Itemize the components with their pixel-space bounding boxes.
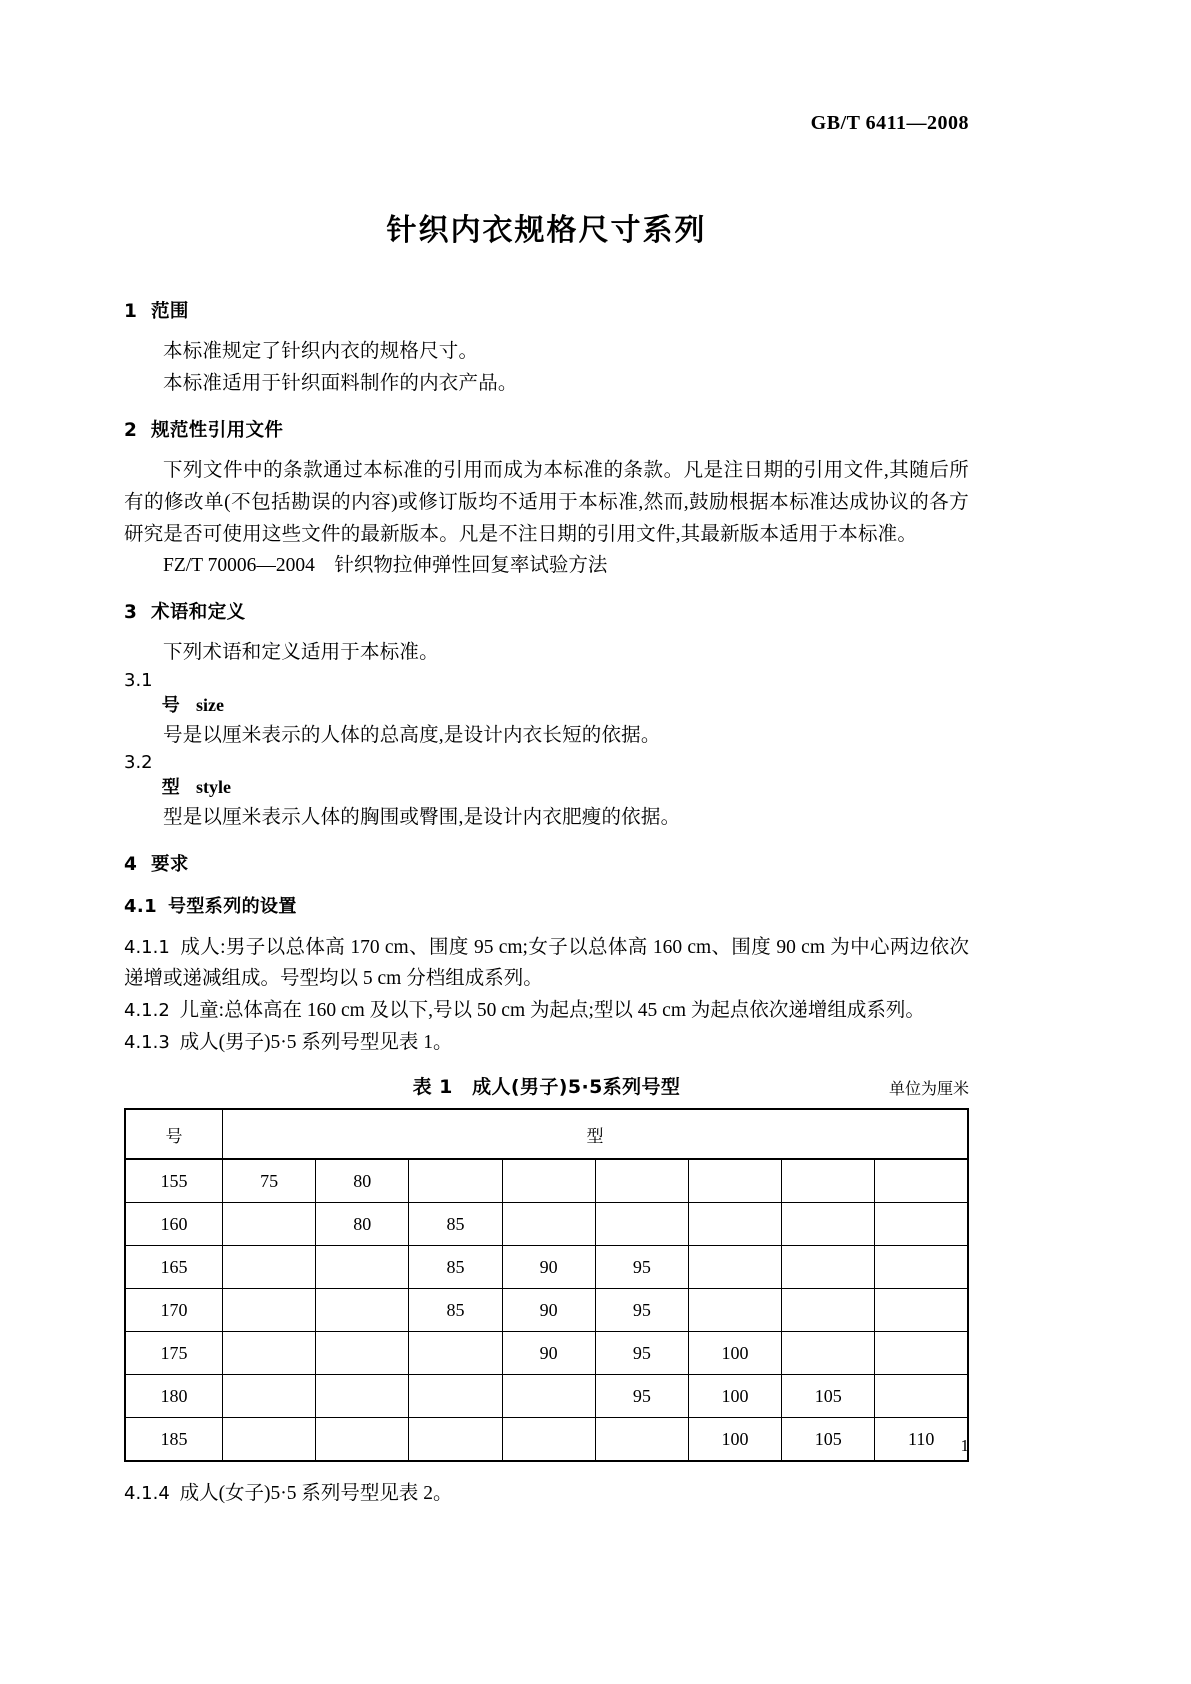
table-cell-style: 95: [595, 1375, 688, 1418]
table-1-size-style: [124, 1108, 969, 1462]
table-cell-style: [316, 1246, 409, 1289]
table-cell-style: [595, 1159, 688, 1203]
table-cell-style: [316, 1375, 409, 1418]
clause-4-1-4-number: 4.1.4: [124, 1483, 170, 1505]
table-cell-style: [409, 1159, 502, 1203]
clause-4-heading: [124, 853, 969, 876]
clause-4-title: 要求: [151, 854, 189, 876]
table-cell-style: [223, 1375, 316, 1418]
table-cell-style: [595, 1418, 688, 1462]
table-cell-style: 80: [316, 1159, 409, 1203]
table-cell-style: [688, 1289, 781, 1332]
table-cell-style: [223, 1332, 316, 1375]
table-row: [125, 1418, 968, 1462]
table-cell-style: [782, 1289, 875, 1332]
table-cell-style: 95: [595, 1332, 688, 1375]
table-cell-style: [223, 1246, 316, 1289]
table-cell-style: [223, 1289, 316, 1332]
clause-3-paragraph-1: 下列术语和定义适用于本标准。: [163, 642, 439, 664]
table-cell-style: 80: [316, 1203, 409, 1246]
table-cell-style: [223, 1418, 316, 1462]
table-1-block: [124, 1072, 969, 1462]
table-cell-style: 105: [782, 1418, 875, 1462]
clause-4-1-1-number: 4.1.1: [124, 936, 170, 958]
table-cell-style: 85: [409, 1203, 502, 1246]
table-1-header-size: 号: [125, 1109, 223, 1159]
clause-4-1-heading: [124, 896, 969, 919]
clause-4-1-4-text: 成人(女子)5·5 系列号型见表 2。: [179, 1483, 453, 1505]
table-cell-style: [875, 1159, 968, 1203]
clause-2-number: 2: [124, 420, 138, 442]
table-cell-size: 155: [125, 1159, 223, 1203]
table-cell-size: 165: [125, 1246, 223, 1289]
clause-4-1-4: [124, 1478, 969, 1510]
table-cell-style: [688, 1159, 781, 1203]
clause-1-heading: [124, 300, 969, 323]
clause-3-heading: [124, 601, 969, 624]
table-cell-style: [502, 1159, 595, 1203]
clause-4-1-title: 号型系列的设置: [168, 896, 297, 918]
clause-4-number: 4: [124, 854, 138, 876]
clause-4-1-2-text: 儿童:总体高在 160 cm 及以下,号以 50 cm 为起点;型以 45 cm 为起点依次递增组成系列。: [179, 999, 925, 1021]
table-cell-style: [782, 1246, 875, 1289]
table-cell-style: 95: [595, 1289, 688, 1332]
table-cell-style: [782, 1332, 875, 1375]
table-row: [125, 1289, 968, 1332]
term-3-1-en: size: [195, 695, 224, 716]
table-cell-style: 90: [502, 1332, 595, 1375]
table-cell-size: 175: [125, 1332, 223, 1375]
table-cell-style: [316, 1418, 409, 1462]
table-cell-style: [223, 1203, 316, 1246]
clause-1-paragraph-1: 本标准规定了针织内衣的规格尺寸。: [163, 341, 479, 363]
table-cell-style: 100: [688, 1418, 781, 1462]
clause-1-title: 范围: [151, 301, 189, 322]
table-1-header-row: [125, 1109, 968, 1159]
table-row: [125, 1246, 968, 1289]
table-cell-size: 160: [125, 1203, 223, 1246]
table-cell-style: [782, 1159, 875, 1203]
term-3-1: [124, 692, 969, 719]
table-cell-style: 100: [688, 1332, 781, 1375]
table-cell-style: [502, 1418, 595, 1462]
table-cell-style: 90: [502, 1246, 595, 1289]
clause-4-1-1: [124, 932, 969, 995]
term-3-2-cn: 型: [161, 777, 180, 799]
table-cell-style: [875, 1203, 968, 1246]
clause-4-1-3-number: 4.1.3: [124, 1031, 170, 1053]
clause-2-heading: [124, 419, 969, 442]
table-cell-style: [688, 1203, 781, 1246]
table-cell-style: 85: [409, 1289, 502, 1332]
clause-4-1-2-number: 4.1.2: [124, 999, 170, 1021]
table-row: [125, 1159, 968, 1203]
table-cell-style: [502, 1375, 595, 1418]
table-cell-style: 90: [502, 1289, 595, 1332]
table-cell-style: [409, 1418, 502, 1462]
clause-4-1-number: 4.1: [124, 896, 158, 918]
table-1-body: [125, 1159, 968, 1461]
standard-code: GB/T 6411—2008: [810, 112, 969, 134]
table-1-unit-note: 单位为厘米: [888, 1079, 969, 1099]
table-cell-style: 85: [409, 1246, 502, 1289]
clause-3-number: 3: [124, 602, 138, 624]
table-1-header-style: 型: [223, 1109, 969, 1159]
table-row: [125, 1375, 968, 1418]
table-row: [125, 1332, 968, 1375]
term-3-2-definition: 型是以厘米表示人体的胸围或臀围,是设计内衣肥瘦的依据。: [163, 806, 681, 828]
clause-3-2-number: 3.2: [124, 752, 153, 774]
table-1-caption: 表 1 成人(男子)5·5系列号型: [412, 1076, 681, 1099]
clause-1-number: 1: [124, 301, 138, 322]
normative-reference-item: FZ/T 70006—2004 针织物拉伸弹性回复率试验方法: [163, 555, 608, 577]
term-3-2: [124, 774, 969, 801]
table-cell-style: [875, 1246, 968, 1289]
table-row: [125, 1203, 968, 1246]
clause-4-1-3-text: 成人(男子)5·5 系列号型见表 1。: [179, 1031, 453, 1053]
page-number: 1: [960, 1436, 969, 1455]
table-cell-style: [688, 1246, 781, 1289]
document-body: [124, 300, 969, 1510]
clause-4-1-1-text: 成人:男子以总体高 170 cm、围度 95 cm;女子以总体高 160 cm、围度 90 cm 为中心两边依次递增或递减组成。号型均以 5 cm 分档组成系列。: [124, 936, 969, 990]
clause-2-title: 规范性引用文件: [151, 420, 284, 442]
table-cell-style: [316, 1332, 409, 1375]
table-cell-style: 100: [688, 1375, 781, 1418]
clause-2-paragraph-1: 下列文件中的条款通过本标准的引用而成为本标准的条款。凡是注日期的引用文件,其随后所有的修改单(不包括勘误的内容)或修订版均不适用于本标准,然而,鼓励根据本标准达成协议的各方研究是否可使用这些文件的最新版本。凡是不注日期的引用文件,其最新版本适用于本标准。: [124, 460, 969, 545]
table-cell-size: 180: [125, 1375, 223, 1418]
table-cell-style: [316, 1289, 409, 1332]
table-cell-style: 75: [223, 1159, 316, 1203]
clause-3-1-number: 3.1: [124, 670, 153, 692]
term-3-2-en: style: [195, 777, 231, 798]
table-cell-style: [875, 1332, 968, 1375]
table-cell-style: [595, 1203, 688, 1246]
running-header: [811, 112, 969, 135]
table-cell-size: 185: [125, 1418, 223, 1462]
term-3-1-definition: 号是以厘米表示的人体的总高度,是设计内衣长短的依据。: [163, 724, 661, 746]
clause-4-1-2: [124, 995, 969, 1027]
table-cell-style: [502, 1203, 595, 1246]
table-1-caption-row: [124, 1072, 969, 1102]
document-title: 针织内衣规格尺寸系列: [386, 213, 707, 248]
table-cell-style: [782, 1203, 875, 1246]
clause-3-title: 术语和定义: [151, 602, 246, 624]
table-cell-size: 170: [125, 1289, 223, 1332]
clause-1-paragraph-2: 本标准适用于针织面料制作的内衣产品。: [163, 372, 518, 394]
clause-4-1-3: [124, 1027, 969, 1059]
table-cell-style: [409, 1332, 502, 1375]
table-cell-style: [875, 1375, 968, 1418]
table-cell-style: 105: [782, 1375, 875, 1418]
table-1-head: [125, 1109, 968, 1159]
table-cell-style: [875, 1289, 968, 1332]
table-cell-style: 95: [595, 1246, 688, 1289]
table-cell-style: 110: [875, 1418, 968, 1462]
term-3-1-cn: 号: [161, 695, 180, 717]
table-cell-style: [409, 1375, 502, 1418]
